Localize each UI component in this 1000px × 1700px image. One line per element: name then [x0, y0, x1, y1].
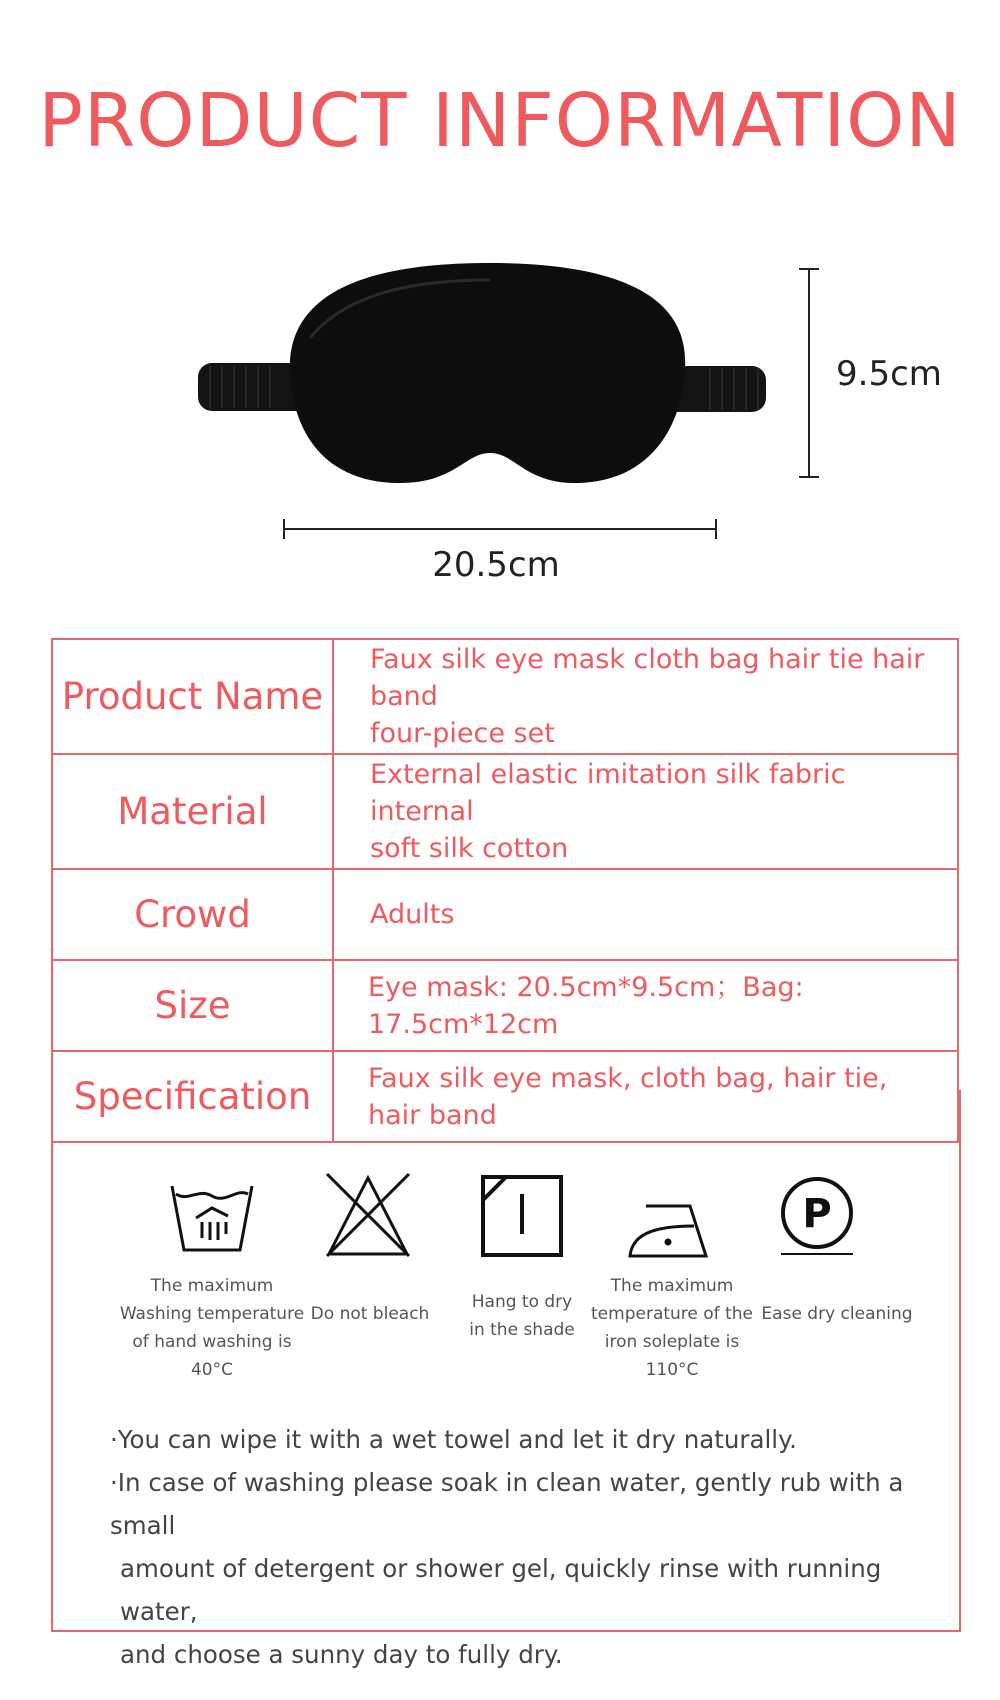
care-label-iron: The maximum temperature of the iron soleplate is 110°C — [591, 1276, 753, 1380]
care-note-line: ·You can wipe it with a wet towel and let it dry naturally. — [110, 1425, 797, 1454]
table-row — [52, 754, 958, 869]
row-label: Product Name — [52, 639, 333, 754]
dry-clean-p-icon — [775, 1175, 859, 1257]
eye-mask-image — [190, 258, 780, 498]
dry-in-shade-icon — [480, 1174, 564, 1258]
row-label: Material — [52, 754, 333, 869]
care-note-line: amount of detergent or shower gel, quickly rinse with running water, — [120, 1554, 882, 1626]
iron-icon — [626, 1200, 710, 1260]
do-not-bleach-icon — [323, 1170, 413, 1260]
height-dimension-line — [808, 268, 810, 478]
care-note-line: and choose a sunny day to fully dry. — [120, 1640, 563, 1669]
product-info-table — [51, 638, 959, 1143]
row-label: Size — [52, 960, 333, 1051]
table-row — [52, 639, 958, 754]
page-title: PRODUCT INFORMATION — [38, 78, 962, 164]
width-dimension-line — [283, 528, 717, 530]
row-value: Adults — [333, 869, 958, 960]
care-label-dry-clean: Ease dry cleaning — [761, 1304, 913, 1324]
row-value: External elastic imitation silk fabric internal soft silk cotton — [333, 754, 958, 869]
table-row — [52, 960, 958, 1051]
width-dimension-label: 20.5cm — [432, 545, 560, 585]
hand-wash-icon — [168, 1178, 256, 1254]
row-label: Specification — [52, 1051, 333, 1142]
svg-text:P: P — [802, 1191, 832, 1237]
row-value: Eye mask: 20.5cm*9.5cm；Bag: 17.5cm*12cm — [333, 960, 958, 1051]
row-label: Crowd — [52, 869, 333, 960]
row-value: Faux silk eye mask cloth bag hair tie hair band four-piece set — [333, 639, 958, 754]
care-label-dry-shade: Hang to dry in the shade — [469, 1292, 575, 1340]
care-label-hand-wash: The maximum Washing temperature of hand washing is 40°C — [119, 1276, 305, 1380]
height-dimension-label: 9.5cm — [836, 354, 942, 394]
care-notes — [110, 1418, 930, 1676]
care-label-no-bleach: Do not bleach — [310, 1304, 430, 1324]
table-row — [52, 869, 958, 960]
row-value: Faux silk eye mask, cloth bag, hair tie, hair band — [333, 1051, 958, 1142]
care-note-line: ·In case of washing please soak in clean water, gently rub with a small — [110, 1468, 904, 1540]
